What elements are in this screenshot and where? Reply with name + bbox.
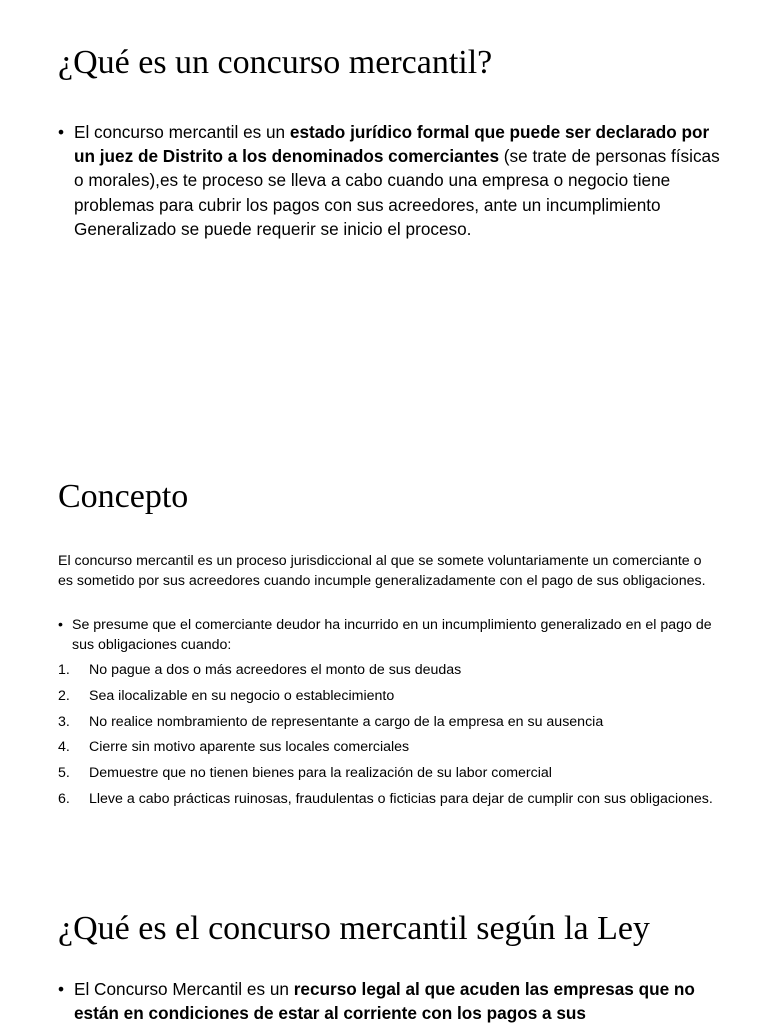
list-item [58, 660, 718, 680]
list-text: Lleve a cabo prácticas ruinosas, fraudulentas o ficticias para dejar de cumplir con sus obligaciones. [89, 790, 713, 807]
numbered-list [58, 660, 718, 815]
list-text: No realice nombramiento de representante a cargo de la empresa en su ausencia [89, 713, 604, 730]
bullet-item [58, 120, 728, 241]
list-text: Cierre sin motivo aparente sus locales comerciales [89, 739, 410, 756]
list-number: 1. [58, 662, 70, 678]
bullet-marker: • [58, 617, 63, 633]
bullet-text-part: El concurso mercantil es un [74, 122, 290, 142]
bullet-text-bold: estado jurídico formal que puede ser declarado por un juez de Distrito a los denominados comerciantes [74, 122, 710, 167]
bullet-item [58, 615, 712, 655]
list-item [58, 763, 718, 783]
list-item [58, 686, 718, 706]
list-item [58, 789, 718, 809]
concept-paragraph: El concurso mercantil es un proceso jurisdiccional al que se somete voluntariamente un comerciante o es sometido por sus acreedores cuando incumple generalizadamente con el pago de sus obligaciones. [58, 553, 706, 589]
list-text: No pague a dos o más acreedores el monto de sus deudas [89, 662, 462, 678]
bullet-text: Se presume que el comerciante deudor ha incurrido en un incumplimiento generalizado en el pago de sus obligaciones cuando: [72, 617, 712, 653]
bullet-text-part: El Concurso Mercantil es un [74, 979, 294, 999]
list-number: 2. [58, 687, 70, 704]
bullet-item [58, 977, 728, 1025]
bullet-text [74, 977, 728, 1025]
slide-title: ¿Qué es un concurso mercantil? [58, 44, 493, 81]
list-item [58, 712, 718, 732]
bullet-text-part: (se trate de personas físicas o morales),es te proceso se lleva a cabo cuando una empresa o negocio tiene problemas para cubrir los pagos con sus acreedores, ante un incumplimiento Generalizado se puede requerir se inicio el proceso. [74, 146, 720, 239]
list-number: 3. [58, 713, 70, 730]
bullet-marker: • [58, 979, 65, 999]
list-text: Sea ilocalizable en su negocio o establecimiento [89, 687, 395, 704]
list-text: Demuestre que no tienen bienes para la realización de su labor comercial [89, 765, 552, 782]
list-number: 4. [58, 739, 70, 756]
list-item [58, 737, 718, 757]
slide-title: ¿Qué es el concurso mercantil según la Ley [58, 910, 650, 947]
bullet-marker: • [58, 122, 65, 142]
bullet-text-bold: recurso legal al que acuden las empresas que no están en condiciones de estar al corriente con los pagos a sus [74, 979, 695, 1024]
list-number: 5. [58, 765, 70, 782]
slide-title: Concepto [58, 478, 189, 515]
bullet-text [74, 120, 728, 241]
list-number: 6. [58, 790, 70, 807]
